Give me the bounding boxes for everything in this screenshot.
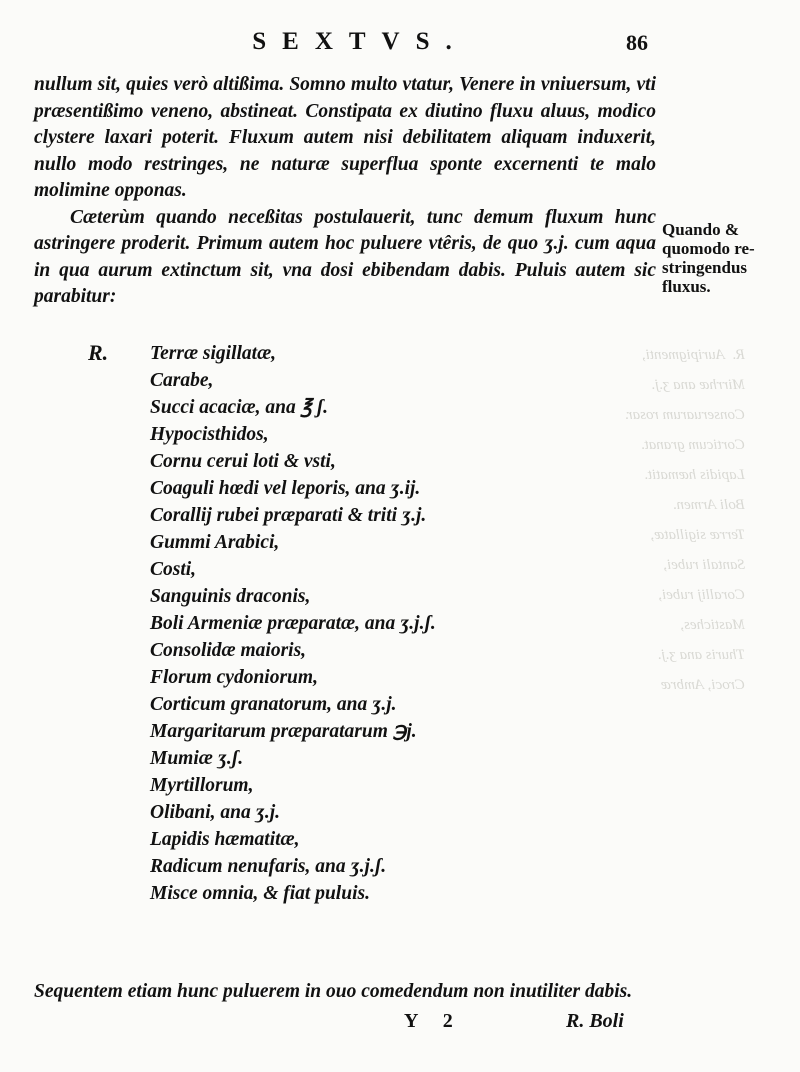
ingredient: Lapidis hæmatitæ,	[150, 829, 300, 850]
ingredient: Mumiæ ʒ.ʃ.	[150, 748, 244, 769]
recipe-symbol: R.	[88, 340, 109, 365]
paragraph: nullum sit, quies verò altißima. Somno multo vtatur, Venere in vniuersum, vti præsentißimo veneno, abstineat. Constipata ex diutino fluxu aluus, modico clystere laxari poterit. Fluxum autem nisi debilitatem aliquam induxerit, nullo modo restringes, ne naturæ superflua sponte excernenti te malo molimine opponas.	[34, 74, 656, 201]
ingredient-list	[150, 340, 436, 907]
page-header	[0, 28, 800, 62]
ingredient: Hypocisthidos,	[150, 424, 269, 445]
ingredient: Myrtillorum,	[150, 775, 254, 796]
margin-note-line: quomodo re-	[662, 239, 755, 258]
ingredient: Corallij rubei præparati & triti ʒ.j.	[150, 505, 427, 526]
margin-note-line: Quando &	[662, 220, 739, 239]
margin-note	[662, 220, 788, 296]
ingredient: Carabe,	[150, 370, 214, 391]
ingredient: Sanguinis draconis,	[150, 586, 311, 607]
paragraph: Cæterùm quando neceßitas postulauerit, tunc demum fluxum hunc astringere proderit. Primum autem hoc puluere vtêris, de quo ʒ.j. cum aqua in qua aurum extinctum sit, vna dosi ebibendam dabis. Puluis autem sic parabitur:	[34, 206, 656, 307]
ingredient: Misce omnia, & fiat puluis.	[150, 883, 370, 904]
ingredient: Consolidæ maioris,	[150, 640, 307, 661]
signature-mark: Y 2	[404, 1010, 463, 1032]
page-footer	[0, 1010, 800, 1040]
ingredient: Boli Armeniæ præparatæ, ana ʒ.j.ʃ.	[150, 613, 436, 634]
ingredient: Gummi Arabici,	[150, 532, 280, 553]
margin-note-line: stringendus	[662, 258, 748, 277]
body-text	[34, 72, 656, 311]
running-head: SEXTVS.	[252, 28, 468, 55]
ingredient: Radicum nenufaris, ana ʒ.j.ʃ.	[150, 856, 387, 877]
ingredient: Margaritarum præparatarum ℈j.	[150, 721, 417, 742]
ingredient: Costi,	[150, 559, 197, 580]
ingredient: Olibani, ana ʒ.j.	[150, 802, 281, 823]
ingredient: Coaguli hœdi vel leporis, ana ʒ.ij.	[150, 478, 421, 499]
margin-note-line: fluxus.	[662, 277, 711, 296]
ingredient: Florum cydoniorum,	[150, 667, 318, 688]
ingredient: Succi acaciæ, ana ℥ ʃ.	[150, 397, 329, 418]
closing-paragraph: Sequentem etiam hunc puluerem in ouo comedendum non inutiliter dabis.	[34, 980, 633, 1002]
catchword: R. Boli	[566, 1010, 624, 1032]
ingredient: Cornu cerui loti & vsti,	[150, 451, 336, 472]
ingredient: Corticum granatorum, ana ʒ.j.	[150, 694, 397, 715]
ingredient: Terræ sigillatæ,	[150, 343, 277, 364]
bleed-through-text: R. Auripigmenti, Mirrhæ ana ʒ.j. Conseruarum rosar. Corticum granat. Lapidis hæmatit. Boli Armen. Terræ sigillatæ, Santali rubei, Corallij rubei, Mastiches, Thuris ana ʒ.j. Croci, Ambræ	[624, 347, 745, 693]
page-number: 86	[626, 30, 648, 55]
